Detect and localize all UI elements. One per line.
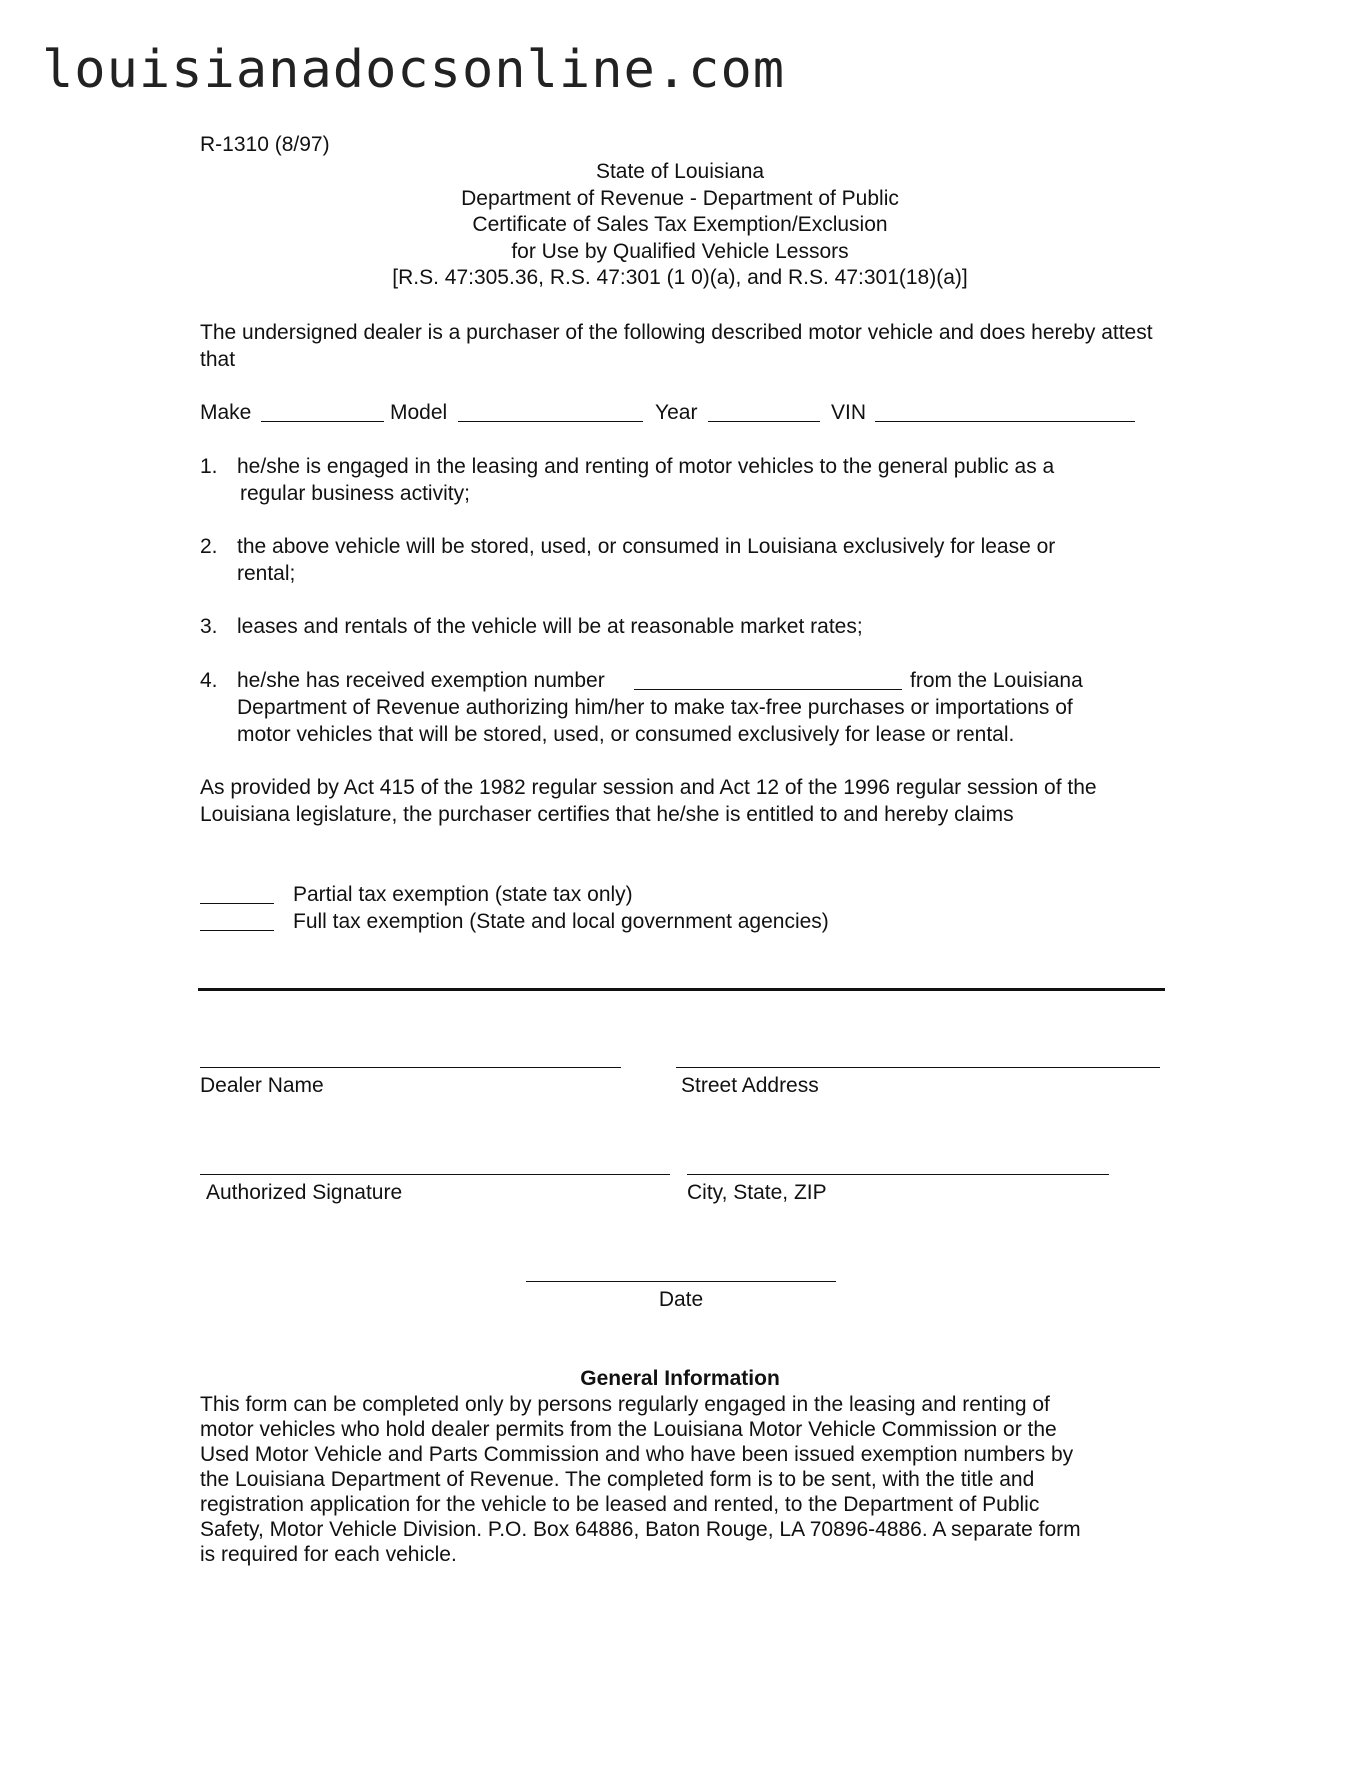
section-divider <box>198 988 1165 991</box>
dealer-name-label: Dealer Name <box>200 1074 324 1097</box>
item-2-line-a: the above vehicle will be stored, used, or consumed in Louisiana exclusively for lease or <box>237 535 1056 558</box>
general-info-line: registration application for the vehicle to be leased and rented, to the Department of Public <box>200 1493 1040 1516</box>
make-label: Make <box>200 401 252 424</box>
act-line-1: As provided by Act 415 of the 1982 regular session and Act 12 of the 1996 regular session of the <box>200 776 1097 799</box>
date-label: Date <box>658 1288 704 1311</box>
general-info-line: Safety, Motor Vehicle Division. P.O. Box 64886, Baton Rouge, LA 70896-4886. A separate form <box>200 1518 1081 1541</box>
watermark: louisianadocsonline.com <box>42 40 786 100</box>
authorized-signature-field[interactable] <box>200 1174 670 1175</box>
authorized-signature-label: Authorized Signature <box>206 1181 403 1204</box>
item-number: 4. <box>200 669 218 692</box>
header-state: State of Louisiana <box>595 160 765 183</box>
exemption-number-field[interactable] <box>634 689 902 690</box>
general-info-line: Used Motor Vehicle and Parts Commission and who have been issued exemption numbers by <box>200 1443 1074 1466</box>
general-info-title: General Information <box>580 1367 780 1390</box>
model-label: Model <box>390 401 448 424</box>
street-address-field[interactable] <box>676 1067 1160 1068</box>
general-info-line: the Louisiana Department of Revenue. The completed form is to be sent, with the title and <box>200 1468 1035 1491</box>
header-certificate: Certificate of Sales Tax Exemption/Exclusion <box>472 213 888 236</box>
street-address-label: Street Address <box>681 1074 819 1097</box>
full-exemption-checkbox[interactable] <box>200 930 274 931</box>
city-state-zip-label: City, State, ZIP <box>687 1181 827 1204</box>
item-4-line-b: Department of Revenue authorizing him/her to make tax-free purchases or importations of <box>237 696 1073 719</box>
item-1-line-a: he/she is engaged in the leasing and renting of motor vehicles to the general public as a <box>237 455 1055 478</box>
partial-exemption-checkbox[interactable] <box>200 903 274 904</box>
general-info-line: is required for each vehicle. <box>200 1543 457 1566</box>
city-state-zip-field[interactable] <box>687 1174 1109 1175</box>
full-exemption-label: Full tax exemption (State and local government agencies) <box>293 910 829 933</box>
header-qualified-lessors: for Use by Qualified Vehicle Lessors <box>511 240 849 263</box>
item-number: 1. <box>200 455 218 478</box>
intro-text: The undersigned dealer is a purchaser of the following described motor vehicle and does hereby attest that <box>200 321 1153 371</box>
item-4-line-a-pre: he/she has received exemption number <box>237 669 605 692</box>
year-label: Year <box>655 401 698 424</box>
item-4-line-c: motor vehicles that will be stored, used, or consumed exclusively for lease or rental. <box>237 723 1015 746</box>
make-field[interactable] <box>261 421 384 422</box>
model-field[interactable] <box>458 421 643 422</box>
vin-label: VIN <box>831 401 867 424</box>
item-number: 3. <box>200 615 218 638</box>
general-info-line: This form can be completed only by persons regularly engaged in the leasing and renting of <box>200 1393 1050 1416</box>
header-department: Department of Revenue - Department of Public <box>461 187 899 210</box>
item-1-line-b: regular business activity; <box>240 482 470 505</box>
header-statutes: [R.S. 47:305.36, R.S. 47:301 (1 0)(a), and R.S. 47:301(18)(a)] <box>392 266 968 289</box>
partial-exemption-label: Partial tax exemption (state tax only) <box>293 883 633 906</box>
item-2-line-b: rental; <box>237 562 296 585</box>
item-number: 2. <box>200 535 218 558</box>
item-3-line-a: leases and rentals of the vehicle will be at reasonable market rates; <box>237 615 863 638</box>
dealer-name-field[interactable] <box>200 1067 621 1068</box>
vin-field[interactable] <box>875 421 1135 422</box>
form-code: R-1310 (8/97) <box>200 133 330 156</box>
act-line-2: Louisiana legislature, the purchaser certifies that he/she is entitled to and hereby claims <box>200 803 1014 826</box>
date-field[interactable] <box>526 1281 836 1282</box>
general-info-line: motor vehicles who hold dealer permits from the Louisiana Motor Vehicle Commission or the <box>200 1418 1057 1441</box>
item-4-line-a-post: from the Louisiana <box>910 669 1083 692</box>
year-field[interactable] <box>708 421 820 422</box>
